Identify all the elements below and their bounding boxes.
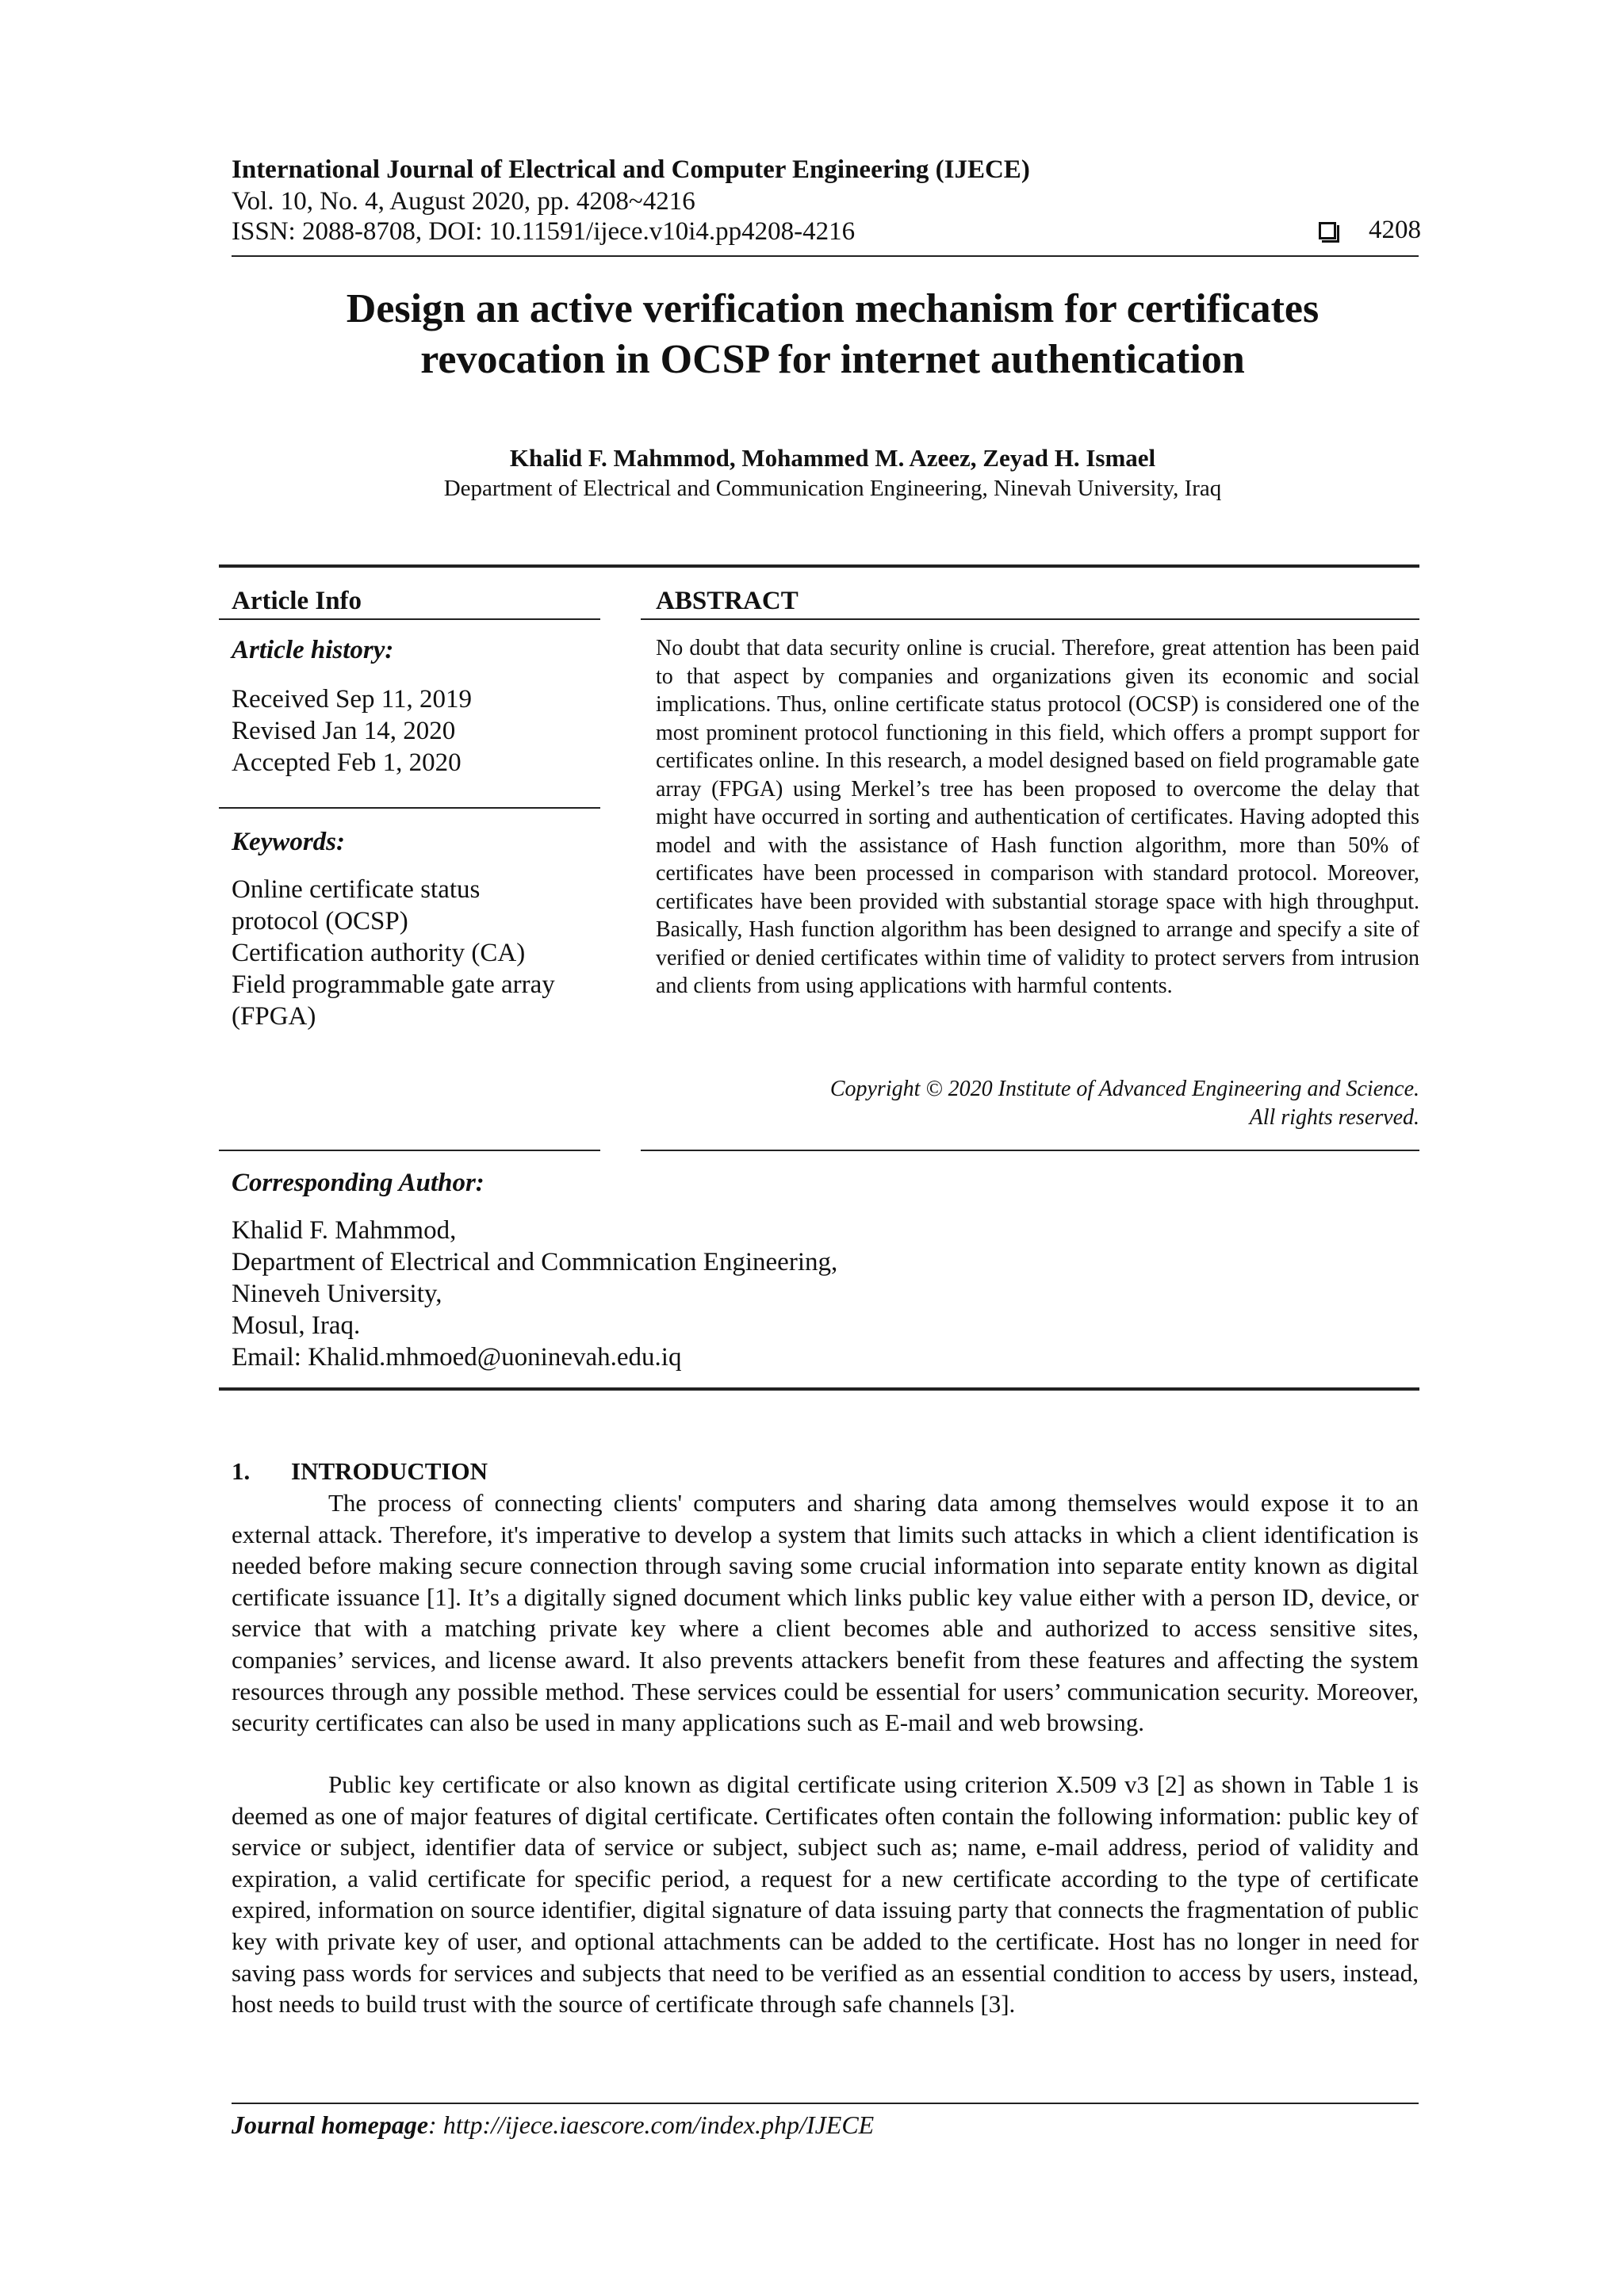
- keyword-item: protocol (OCSP): [232, 907, 408, 936]
- author-university: Nineveh University,: [232, 1280, 442, 1308]
- volume-info: Vol. 10, No. 4, August 2020, pp. 4208~4216: [232, 187, 695, 216]
- article-history-label: Article history:: [232, 636, 394, 664]
- author-city: Mosul, Iraq.: [232, 1311, 361, 1340]
- corresponding-author-block: [232, 1215, 837, 1373]
- info-bottom-rule: [219, 1150, 600, 1151]
- page-number: 4208: [1369, 216, 1421, 244]
- abstract-heading: ABSTRACT: [656, 587, 799, 615]
- section-heading: INTRODUCTION: [291, 1457, 488, 1485]
- issn-doi: ISSN: 2088-8708, DOI: 10.11591/ijece.v10i4.pp4208-4216: [232, 217, 856, 246]
- history-received: Received Sep 11, 2019: [232, 685, 473, 714]
- keyword-item: Online certificate status: [232, 875, 481, 904]
- history-revised: Revised Jan 14, 2020: [232, 717, 456, 745]
- paper-title-line2: revocation in OCSP for internet authentication: [420, 337, 1245, 382]
- article-info-heading: Article Info: [232, 587, 362, 615]
- history-accepted: Accepted Feb 1, 2020: [232, 748, 462, 777]
- article-info-rule: [219, 618, 600, 620]
- copyright-line1: Copyright © 2020 Institute of Advanced Engineering and Science.: [829, 1077, 1419, 1101]
- homepage-url[interactable]: : http://ijece.iaescore.com/index.php/IJECE: [428, 2110, 875, 2139]
- affiliation: Department of Electrical and Communication Engineering, Ninevah University, Iraq: [443, 476, 1222, 501]
- article-history: [232, 683, 472, 779]
- header-rule: [232, 255, 1419, 257]
- page-box-icon: [1319, 222, 1336, 239]
- keywords-rule: [219, 807, 600, 809]
- info-end-rule: [219, 1387, 1419, 1391]
- keyword-item: (FPGA): [232, 1002, 316, 1031]
- keywords-label: Keywords:: [232, 828, 345, 856]
- journal-name: International Journal of Electrical and Computer Engineering (IJECE): [232, 155, 1030, 184]
- abstract-rule: [641, 618, 1419, 620]
- author-email: Email: Khalid.mhmoed@uoninevah.edu.iq: [232, 1343, 682, 1372]
- section-number: 1.: [232, 1457, 251, 1485]
- abstract-text: No doubt that data security online is crucial. Therefore, great attention has been paid to that aspect by companies and organizations given its economic and social implications. Thus, online certificate status protocol (OCSP) is considered one of the most prominent protocol functioning in this field, which offers a prompt support for certificates online. In this research, a model designed based on field programable gate array (FPGA) using Merkel’s tree has been proposed to overcome the delay that might have occurred in sorting and authentication of certificates. Having adopted this model and with the assistance of Hash function algorithm, more than 50% of certificates have been processed in comparison with standard protocol. Moreover, certificates have been provided with substantial storage space with high throughput. Basically, Hash function algorithm has been designed to arrange and specify a site of verified or denied certificates within time of validity to protect servers from intrusion and clients from using applications with harmful contents.: [656, 636, 1419, 998]
- authors: Khalid F. Mahmmod, Mohammed M. Azeez, Zeyad H. Ismael: [509, 444, 1156, 472]
- info-top-rule: [219, 564, 1419, 568]
- intro-paragraph-2: Public key certificate or also known as digital certificate using criterion X.509 v3 [2] as shown in Table 1 is deemed as one of major features of digital certificate. Certificates often contain the following information: public key of service or subject, identifier data of service or subject, subject such as; name, e-mail address, period of validity and expiration, a valid certificate for specific period, a request for a new certificate according to the type of certificate expired, information on source identifier, digital signature of data issuing party that connects the fragmentation of public key with private key of user, and optional attachments can be added to the certificate. Host has no longer in need for saving pass words for services and subjects that need to be verified as an essential condition to access by users, instead, host needs to build trust with the source of certificate through safe channels [3].: [232, 1770, 1419, 2019]
- journal-homepage: [232, 2110, 874, 2140]
- abstract-bottom-rule: [641, 1150, 1419, 1151]
- keyword-item: Certification authority (CA): [232, 939, 526, 967]
- corresponding-author-label: Corresponding Author:: [232, 1169, 485, 1197]
- homepage-label: Journal homepage: [232, 2110, 429, 2139]
- keywords-list: [232, 874, 555, 1032]
- footer-rule: [232, 2103, 1419, 2104]
- intro-paragraph-1: The process of connecting clients' computers and sharing data among themselves would expose it to an external attack. Therefore, it's imperative to develop a system that limits such attacks in which a client identification is needed before making secure connection through saving some crucial information into separate entity known as digital certificate issuance [1]. It’s a digitally signed document which links public key value either with a person ID, device, or service that with a matching private key where a client becomes able and authorized to access sensitive sites, companies’ services, and license award. It also prevents attackers benefit from these features and affecting the system resources through any possible method. These services could be essential for users’ communication security. Moreover, security certificates can also be used in many applications such as E-mail and web browsing.: [232, 1489, 1419, 1737]
- copyright-line2: All rights reserved.: [1249, 1105, 1419, 1130]
- author-name: Khalid F. Mahmmod,: [232, 1216, 457, 1245]
- paper-title-line1: Design an active verification mechanism for certificates: [346, 286, 1320, 331]
- author-department: Department of Electrical and Commnication Engineering,: [232, 1248, 838, 1276]
- keyword-item: Field programmable gate array: [232, 970, 555, 999]
